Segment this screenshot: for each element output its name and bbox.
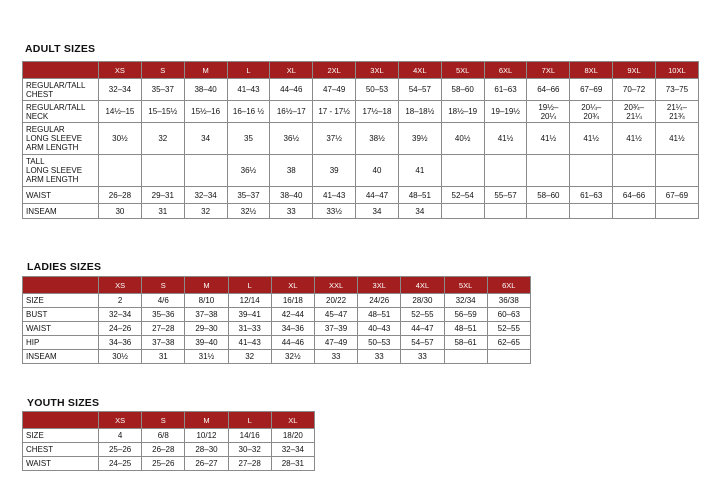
measurement-cell: 50–53 <box>356 79 399 101</box>
measurement-cell: 15½–16 <box>184 101 227 123</box>
measurement-cell <box>184 155 227 187</box>
row-label: BUST <box>23 308 99 322</box>
measurement-cell: 34 <box>398 204 441 219</box>
table-row <box>23 457 315 471</box>
measurement-cell: 15–15½ <box>141 101 184 123</box>
measurement-cell: 32 <box>228 350 271 364</box>
measurement-cell: 6/8 <box>142 429 185 443</box>
row-label: INSEAM <box>23 350 99 364</box>
measurement-cell: 32 <box>184 204 227 219</box>
measurement-cell: 36/38 <box>487 294 530 308</box>
measurement-cell: 32½ <box>227 204 270 219</box>
measurement-cell: 25–26 <box>142 457 185 471</box>
measurement-cell: 14½–15 <box>99 101 142 123</box>
table-row <box>23 187 699 204</box>
size-column-header: 6XL <box>484 62 527 79</box>
row-label: WAIST <box>23 457 99 471</box>
table-row <box>23 123 699 155</box>
measurement-cell: 33 <box>358 350 401 364</box>
row-label: REGULAR/TALL NECK <box>23 101 99 123</box>
header-corner-cell <box>23 277 99 294</box>
measurement-cell: 64–66 <box>613 187 656 204</box>
size-column-header: 4XL <box>398 62 441 79</box>
measurement-cell: 55–57 <box>484 187 527 204</box>
table-row <box>23 429 315 443</box>
measurement-cell: 37–38 <box>185 308 228 322</box>
size-column-header: XL <box>271 412 314 429</box>
size-column-header: S <box>142 277 185 294</box>
measurement-cell: 34–36 <box>271 322 314 336</box>
table-row <box>23 204 699 219</box>
measurement-cell: 31 <box>142 350 185 364</box>
row-label: WAIST <box>23 187 99 204</box>
measurement-cell: 30½ <box>99 350 142 364</box>
measurement-cell: 32½ <box>271 350 314 364</box>
size-column-header: M <box>185 412 228 429</box>
row-label: REGULAR/TALL CHEST <box>23 79 99 101</box>
row-label: HIP <box>23 336 99 350</box>
measurement-cell: 41–43 <box>227 79 270 101</box>
measurement-cell: 41 <box>398 155 441 187</box>
measurement-cell: 36½ <box>227 155 270 187</box>
measurement-cell: 32–34 <box>99 308 142 322</box>
measurement-cell: 48–51 <box>398 187 441 204</box>
measurement-cell: 39–40 <box>185 336 228 350</box>
measurement-cell <box>570 155 613 187</box>
measurement-cell: 4 <box>99 429 142 443</box>
measurement-cell: 40–43 <box>358 322 401 336</box>
size-column-header: XS <box>99 277 142 294</box>
measurement-cell <box>613 155 656 187</box>
measurement-cell <box>441 155 484 187</box>
measurement-cell <box>487 350 530 364</box>
measurement-cell: 37½ <box>313 123 356 155</box>
measurement-cell: 24–25 <box>99 457 142 471</box>
measurement-cell: 30½ <box>99 123 142 155</box>
measurement-cell <box>99 155 142 187</box>
size-column-header: 2XL <box>313 62 356 79</box>
measurement-cell: 17 - 17½ <box>313 101 356 123</box>
measurement-cell <box>527 155 570 187</box>
measurement-cell: 20/22 <box>314 294 357 308</box>
measurement-cell: 44–46 <box>270 79 313 101</box>
row-label: CHEST <box>23 443 99 457</box>
measurement-cell <box>527 204 570 219</box>
table-row <box>23 294 531 308</box>
measurement-cell: 16/18 <box>271 294 314 308</box>
measurement-cell: 36½ <box>270 123 313 155</box>
size-column-header: M <box>184 62 227 79</box>
measurement-cell: 35 <box>227 123 270 155</box>
measurement-cell <box>613 204 656 219</box>
measurement-cell <box>484 155 527 187</box>
measurement-cell: 39–41 <box>228 308 271 322</box>
measurement-cell: 29–31 <box>141 187 184 204</box>
measurement-cell <box>655 204 698 219</box>
size-column-header: 5XL <box>444 277 487 294</box>
header-corner-cell <box>23 62 99 79</box>
measurement-cell: 28–30 <box>185 443 228 457</box>
adult-size-table <box>22 61 699 219</box>
measurement-cell: 24–26 <box>99 322 142 336</box>
measurement-cell: 34 <box>184 123 227 155</box>
measurement-cell: 48–51 <box>358 308 401 322</box>
size-column-header: 4XL <box>401 277 444 294</box>
table-header-row <box>23 62 699 79</box>
measurement-cell: 34 <box>356 204 399 219</box>
youth-sizes-title: YOUTH SIZES <box>27 397 100 409</box>
measurement-cell: 19½– 20¼ <box>527 101 570 123</box>
measurement-cell: 33½ <box>313 204 356 219</box>
measurement-cell: 47–49 <box>314 336 357 350</box>
measurement-cell: 67–69 <box>655 187 698 204</box>
table-header-row <box>23 412 315 429</box>
size-column-header: 6XL <box>487 277 530 294</box>
measurement-cell: 29–30 <box>185 322 228 336</box>
measurement-cell: 12/14 <box>228 294 271 308</box>
size-column-header: 3XL <box>356 62 399 79</box>
measurement-cell: 14/16 <box>228 429 271 443</box>
youth-size-table <box>22 411 315 471</box>
measurement-cell: 33 <box>314 350 357 364</box>
table-row <box>23 79 699 101</box>
size-column-header: XL <box>271 277 314 294</box>
measurement-cell: 31 <box>141 204 184 219</box>
measurement-cell: 27–28 <box>228 457 271 471</box>
measurement-cell: 44–46 <box>271 336 314 350</box>
measurement-cell: 61–63 <box>570 187 613 204</box>
measurement-cell: 24/26 <box>358 294 401 308</box>
measurement-cell <box>441 204 484 219</box>
measurement-cell: 52–55 <box>401 308 444 322</box>
row-label: SIZE <box>23 294 99 308</box>
measurement-cell: 50–53 <box>358 336 401 350</box>
measurement-cell <box>444 350 487 364</box>
measurement-cell <box>655 155 698 187</box>
measurement-cell: 18–18½ <box>398 101 441 123</box>
table-row <box>23 322 531 336</box>
table-row <box>23 443 315 457</box>
measurement-cell: 38 <box>270 155 313 187</box>
measurement-cell: 21¼– 21¾ <box>655 101 698 123</box>
table-row <box>23 101 699 123</box>
measurement-cell: 61–63 <box>484 79 527 101</box>
adult-sizes-title: ADULT SIZES <box>25 43 96 55</box>
measurement-cell: 16½–17 <box>270 101 313 123</box>
measurement-cell: 35–37 <box>141 79 184 101</box>
size-column-header: S <box>142 412 185 429</box>
measurement-cell: 62–65 <box>487 336 530 350</box>
measurement-cell: 58–60 <box>441 79 484 101</box>
size-column-header: XS <box>99 412 142 429</box>
measurement-cell: 38–40 <box>270 187 313 204</box>
measurement-cell: 27–28 <box>142 322 185 336</box>
measurement-cell: 67–69 <box>570 79 613 101</box>
header-corner-cell <box>23 412 99 429</box>
measurement-cell: 30 <box>99 204 142 219</box>
measurement-cell <box>484 204 527 219</box>
size-column-header: 9XL <box>613 62 656 79</box>
row-label: REGULAR LONG SLEEVE ARM LENGTH <box>23 123 99 155</box>
row-label: INSEAM <box>23 204 99 219</box>
measurement-cell: 28–31 <box>271 457 314 471</box>
measurement-cell: 39 <box>313 155 356 187</box>
size-column-header: 10XL <box>655 62 698 79</box>
measurement-cell: 41½ <box>527 123 570 155</box>
measurement-cell: 44–47 <box>401 322 444 336</box>
measurement-cell <box>570 204 613 219</box>
measurement-cell: 31½ <box>185 350 228 364</box>
measurement-cell: 17½–18 <box>356 101 399 123</box>
measurement-cell: 58–60 <box>527 187 570 204</box>
size-column-header: L <box>228 412 271 429</box>
size-column-header: XL <box>270 62 313 79</box>
measurement-cell: 73–75 <box>655 79 698 101</box>
measurement-cell: 28/30 <box>401 294 444 308</box>
table-row <box>23 336 531 350</box>
measurement-cell: 47–49 <box>313 79 356 101</box>
measurement-cell: 41½ <box>613 123 656 155</box>
table-row <box>23 155 699 187</box>
size-column-header: XXL <box>314 277 357 294</box>
measurement-cell: 54–57 <box>398 79 441 101</box>
measurement-cell: 26–28 <box>142 443 185 457</box>
measurement-cell: 32–34 <box>184 187 227 204</box>
measurement-cell: 52–55 <box>487 322 530 336</box>
measurement-cell: 60–63 <box>487 308 530 322</box>
measurement-cell: 18/20 <box>271 429 314 443</box>
measurement-cell: 44–47 <box>356 187 399 204</box>
size-column-header: 7XL <box>527 62 570 79</box>
measurement-cell: 32 <box>141 123 184 155</box>
measurement-cell: 48–51 <box>444 322 487 336</box>
measurement-cell: 35–37 <box>227 187 270 204</box>
measurement-cell: 39½ <box>398 123 441 155</box>
row-label: WAIST <box>23 322 99 336</box>
measurement-cell: 10/12 <box>185 429 228 443</box>
measurement-cell: 41½ <box>655 123 698 155</box>
measurement-cell: 54–57 <box>401 336 444 350</box>
measurement-cell: 33 <box>270 204 313 219</box>
row-label: SIZE <box>23 429 99 443</box>
measurement-cell: 58–61 <box>444 336 487 350</box>
measurement-cell: 32–34 <box>271 443 314 457</box>
measurement-cell: 38½ <box>356 123 399 155</box>
size-column-header: 8XL <box>570 62 613 79</box>
table-row <box>23 350 531 364</box>
size-column-header: 3XL <box>358 277 401 294</box>
measurement-cell: 20¾– 21¼ <box>613 101 656 123</box>
measurement-cell: 16–16 ½ <box>227 101 270 123</box>
measurement-cell: 8/10 <box>185 294 228 308</box>
measurement-cell: 37–39 <box>314 322 357 336</box>
table-header-row <box>23 277 531 294</box>
measurement-cell: 56–59 <box>444 308 487 322</box>
measurement-cell: 31–33 <box>228 322 271 336</box>
size-column-header: M <box>185 277 228 294</box>
measurement-cell: 33 <box>401 350 444 364</box>
measurement-cell: 37–38 <box>142 336 185 350</box>
measurement-cell: 4/6 <box>142 294 185 308</box>
measurement-cell: 41½ <box>570 123 613 155</box>
measurement-cell: 19–19½ <box>484 101 527 123</box>
measurement-cell: 42–44 <box>271 308 314 322</box>
row-label: TALL LONG SLEEVE ARM LENGTH <box>23 155 99 187</box>
measurement-cell: 45–47 <box>314 308 357 322</box>
measurement-cell: 41–43 <box>228 336 271 350</box>
measurement-cell: 18½–19 <box>441 101 484 123</box>
size-column-header: XS <box>99 62 142 79</box>
measurement-cell: 30–32 <box>228 443 271 457</box>
size-column-header: 5XL <box>441 62 484 79</box>
measurement-cell: 20¼– 20¾ <box>570 101 613 123</box>
measurement-cell: 2 <box>99 294 142 308</box>
measurement-cell: 26–27 <box>185 457 228 471</box>
measurement-cell: 52–54 <box>441 187 484 204</box>
measurement-cell: 25–26 <box>99 443 142 457</box>
measurement-cell: 41–43 <box>313 187 356 204</box>
measurement-cell: 34–36 <box>99 336 142 350</box>
measurement-cell: 41½ <box>484 123 527 155</box>
measurement-cell: 40½ <box>441 123 484 155</box>
measurement-cell: 32–34 <box>99 79 142 101</box>
ladies-sizes-title: LADIES SIZES <box>27 261 102 273</box>
size-column-header: L <box>228 277 271 294</box>
measurement-cell: 38–40 <box>184 79 227 101</box>
table-row <box>23 308 531 322</box>
measurement-cell: 70–72 <box>613 79 656 101</box>
ladies-size-table <box>22 276 531 364</box>
measurement-cell: 64–66 <box>527 79 570 101</box>
measurement-cell: 26–28 <box>99 187 142 204</box>
measurement-cell <box>141 155 184 187</box>
measurement-cell: 32/34 <box>444 294 487 308</box>
size-column-header: L <box>227 62 270 79</box>
measurement-cell: 35–36 <box>142 308 185 322</box>
size-column-header: S <box>141 62 184 79</box>
measurement-cell: 40 <box>356 155 399 187</box>
